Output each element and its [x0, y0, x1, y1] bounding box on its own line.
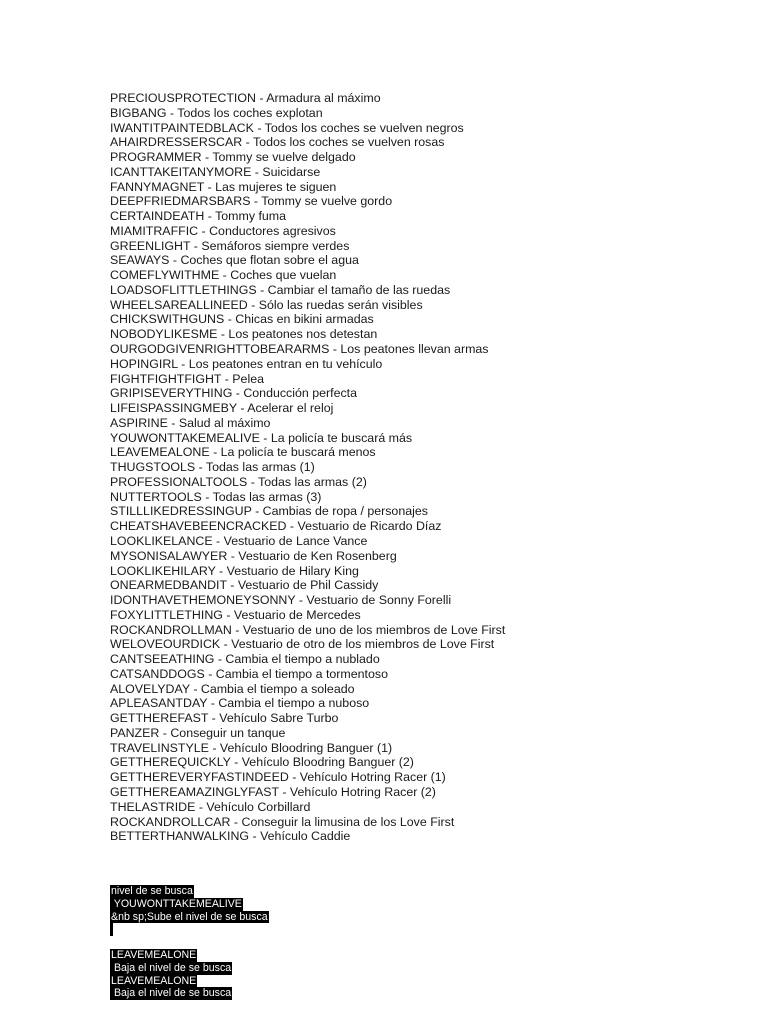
cheat-line: THUGSTOOLS - Todas las armas (1)	[110, 460, 315, 475]
cheat-line: STILLLIKEDRESSINGUP - Cambias de ropa / personajes	[110, 504, 428, 519]
cheat-line: GRIPISEVERYTHING - Conducción perfecta	[110, 386, 357, 401]
highlighted-text: YOUWONTTAKEMEALIVE	[111, 897, 242, 910]
cheat-line: HOPINGIRL - Los peatones entran en tu vehículo	[110, 356, 383, 371]
cheat-line: WHEELSAREALLINEED - Sólo las ruedas serán visibles	[110, 297, 423, 312]
cheat-line: CHICKSWITHGUNS - Chicas en bikini armadas	[110, 312, 374, 327]
cheat-line: GETTHEREVERYFASTINDEED - Vehículo Hotring Racer (1)	[110, 770, 446, 785]
cheat-line: ALOVELYDAY - Cambia el tiempo a soleado	[110, 681, 355, 696]
cheat-line: ASPIRINE - Salud al máximo	[110, 415, 271, 430]
cheat-line: CHEATSHAVEBEENCRACKED - Vestuario de Ricardo Díaz	[110, 519, 442, 534]
cheat-line: YOUWONTTAKEMEALIVE - La policía te buscará más	[110, 430, 413, 445]
cheat-line: GREENLIGHT - Semáforos siempre verdes	[110, 238, 350, 253]
cheat-line: COMEFLYWITHME - Coches que vuelan	[110, 268, 337, 283]
highlight-row	[110, 898, 269, 911]
highlighted-text: LEAVEMEALONE	[111, 974, 197, 987]
cheat-line: PROFESSIONALTOOLS - Todas las armas (2)	[110, 474, 367, 489]
cheat-line: ROCKANDROLLCAR - Conseguir la limusina de los Love First	[110, 814, 455, 829]
cheat-line: PANZER - Conseguir un tanque	[110, 725, 286, 740]
highlight-row	[110, 975, 269, 988]
cheat-line: IDONTHAVETHEMONEYSONNY - Vestuario de Sonny Forelli	[110, 593, 452, 608]
highlight-row	[110, 936, 269, 949]
cheat-line: TRAVELINSTYLE - Vehículo Bloodring Banguer (1)	[110, 740, 393, 755]
cheat-line: IWANTITPAINTEDBLACK - Todos los coches se vuelven negros	[110, 120, 464, 135]
cheat-line: FOXYLITTLETHING - Vestuario de Mercedes	[110, 607, 361, 622]
cheat-line: DEEPFRIEDMARSBARS - Tommy se vuelve gordo	[110, 194, 393, 209]
cheat-line: THELASTRIDE - Vehículo Corbillard	[110, 799, 311, 814]
cheat-line: SEAWAYS - Coches que flotan sobre el agua	[110, 253, 359, 268]
highlighted-text: LEAVEMEALONE	[111, 948, 197, 961]
highlighted-text	[110, 923, 113, 936]
highlight-row	[110, 949, 269, 962]
cheat-line: PRECIOUSPROTECTION - Armadura al máximo	[110, 91, 381, 105]
highlight-row	[110, 923, 269, 936]
highlight-row	[110, 962, 269, 975]
highlighted-text: Baja el nivel de se busca	[111, 987, 232, 1000]
cheat-line: BIGBANG - Todos los coches explotan	[110, 105, 323, 120]
cheat-line: GETTHEREQUICKLY - Vehículo Bloodring Banguer (2)	[110, 755, 414, 770]
cheat-line: MYSONISALAWYER - Vestuario de Ken Rosenberg	[110, 548, 397, 563]
cheat-line: WELOVEOURDICK - Vestuario de otro de los miembros de Love First	[110, 637, 495, 652]
highlight-row	[110, 885, 269, 898]
cheat-line: CERTAINDEATH - Tommy fuma	[110, 209, 287, 224]
cheat-code-list	[110, 91, 505, 844]
highlighted-text-block	[110, 885, 269, 1000]
cheat-line: LOADSOFLITTLETHINGS - Cambiar el tamaño de las ruedas	[110, 282, 451, 297]
cheat-line: AHAIRDRESSERSCAR - Todos los coches se vuelven rosas	[110, 135, 445, 150]
cheat-line: BETTERTHANWALKING - Vehículo Caddie	[110, 829, 351, 844]
cheat-line: OURGODGIVENRIGHTTOBEARARMS - Los peatones llevan armas	[110, 342, 489, 357]
cheat-line: GETTHEREAMAZINGLYFAST - Vehículo Hotring Racer (2)	[110, 784, 436, 799]
cheat-line: ROCKANDROLLMAN - Vestuario de uno de los miembros de Love First	[110, 622, 506, 637]
cheat-line: APLEASANTDAY - Cambia el tiempo a nuboso	[110, 696, 370, 711]
cheat-line: LEAVEMEALONE - La policía te buscará menos	[110, 445, 376, 460]
cheat-line: FANNYMAGNET - Las mujeres te siguen	[110, 179, 337, 194]
cheat-line: CATSANDDOGS - Cambia el tiempo a tormentoso	[110, 666, 388, 681]
cheat-line: ONEARMEDBANDIT - Vestuario de Phil Cassidy	[110, 578, 379, 593]
cheat-line: NUTTERTOOLS - Todas las armas (3)	[110, 489, 322, 504]
highlighted-text: Baja el nivel de se busca	[111, 961, 232, 974]
cheat-line: CANTSEEATHING - Cambia el tiempo a nublado	[110, 652, 380, 667]
cheat-line: GETTHEREFAST - Vehículo Sabre Turbo	[110, 711, 339, 726]
highlight-row	[110, 911, 269, 924]
highlighted-text: nivel de se busca	[111, 885, 193, 897]
highlighted-text: &nb sp;Sube el nivel de se busca	[111, 910, 268, 923]
cheat-line: PROGRAMMER - Tommy se vuelve delgado	[110, 150, 356, 165]
cheat-line: LOOKLIKELANCE - Vestuario de Lance Vance	[110, 533, 368, 548]
cheat-line: LIFEISPASSINGMEBY - Acelerar el reloj	[110, 401, 334, 416]
cheat-line: FIGHTFIGHTFIGHT - Pelea	[110, 371, 264, 386]
cheat-line: ICANTTAKEITANYMORE - Suicidarse	[110, 164, 321, 179]
cheat-line: LOOKLIKEHILARY - Vestuario de Hilary King	[110, 563, 359, 578]
highlight-row	[110, 987, 269, 1000]
cheat-line: NOBODYLIKESME - Los peatones nos detestan	[110, 327, 378, 342]
cheat-line: MIAMITRAFFIC - Conductores agresivos	[110, 223, 336, 238]
